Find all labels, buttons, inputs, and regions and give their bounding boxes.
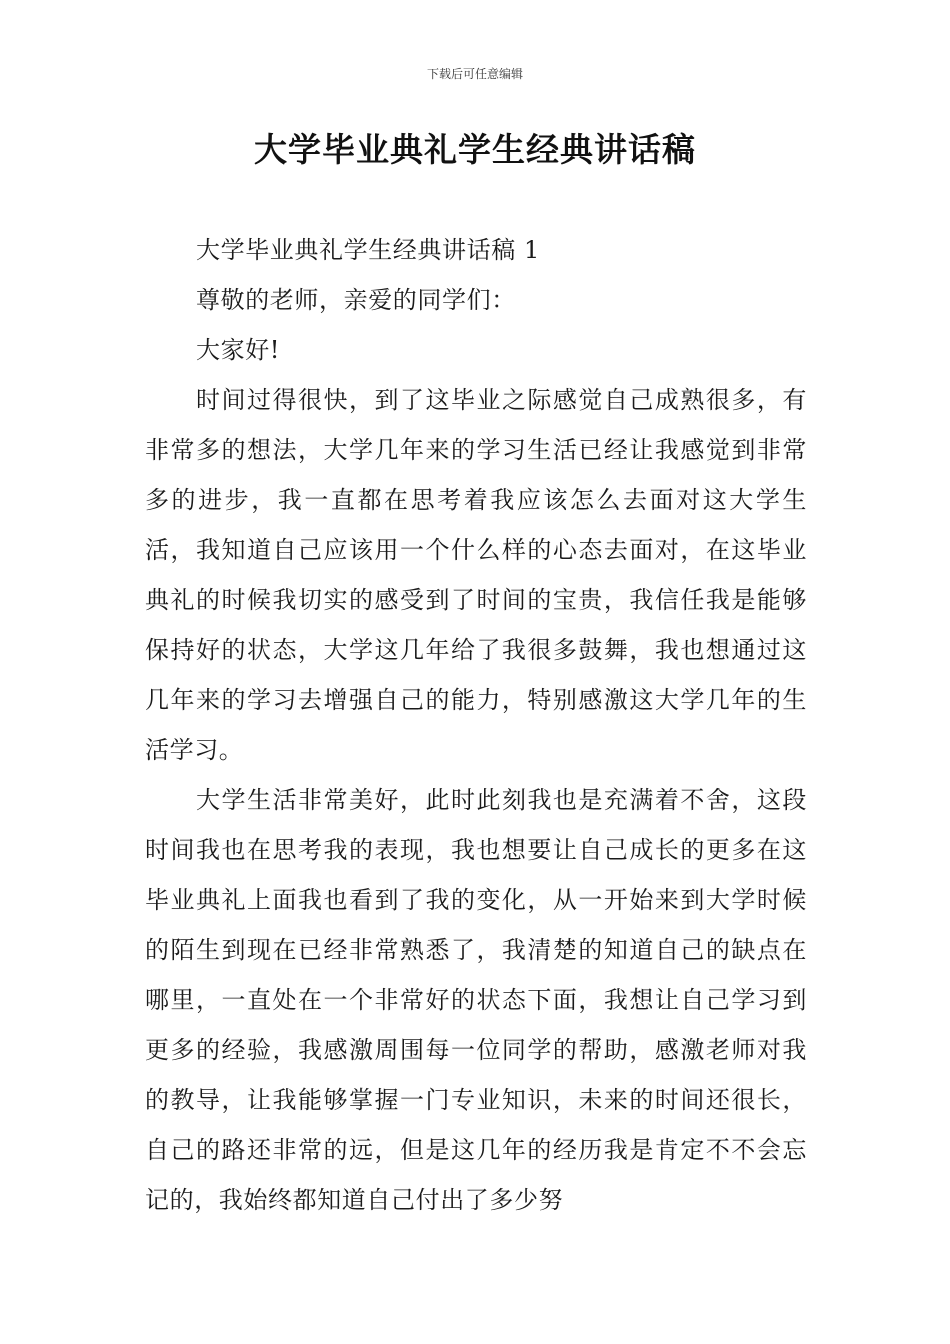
paragraph-salutation: 尊敬的老师，亲爱的同学们： (196, 286, 516, 314)
paragraph-body-1: 时间过得很快，到了这毕业之际感觉自己成熟很多，有非常多的想法，大学几年来的学习生活已经让我感觉到非常多的进步，我一直都在思考着我应该怎么去面对这大学生活，我知道自己应该用一个什么样的心态去面对，在这毕业典礼的时候我切实的感受到了时间的宝贵，我信任我是能够保持好的状态，大学这几年给了我很多鼓舞，我也想通过这几年来的学习去增强自己的能力，特别感激这大学几年的生活学习。 (145, 386, 807, 764)
header-note: 下载后可任意编辑 (426, 67, 523, 81)
document-body (145, 225, 807, 1225)
paragraph-greeting: 大家好! (196, 336, 281, 364)
paragraph-subtitle: 大学毕业典礼学生经典讲话稿 1 (196, 236, 540, 264)
document-title: 大学毕业典礼学生经典讲话稿 (254, 130, 696, 169)
paragraph-body-2: 大学生活非常美好，此时此刻我也是充满着不舍，这段时间我也在思考我的表现，我也想要让自己成长的更多在这毕业典礼上面我也看到了我的变化，从一开始来到大学时候的陌生到现在已经非常熟悉了，我清楚的知道自己的缺点在哪里，一直处在一个非常好的状态下面，我想让自己学习到更多的经验，我感激周围每一位同学的帮助，感激老师对我的教导，让我能够掌握一门专业知识，未来的时间还很长，自己的路还非常的远，但是这几年的经历我是肯定不不会忘记的，我始终都知道自己付出了多少努 (145, 786, 807, 1214)
